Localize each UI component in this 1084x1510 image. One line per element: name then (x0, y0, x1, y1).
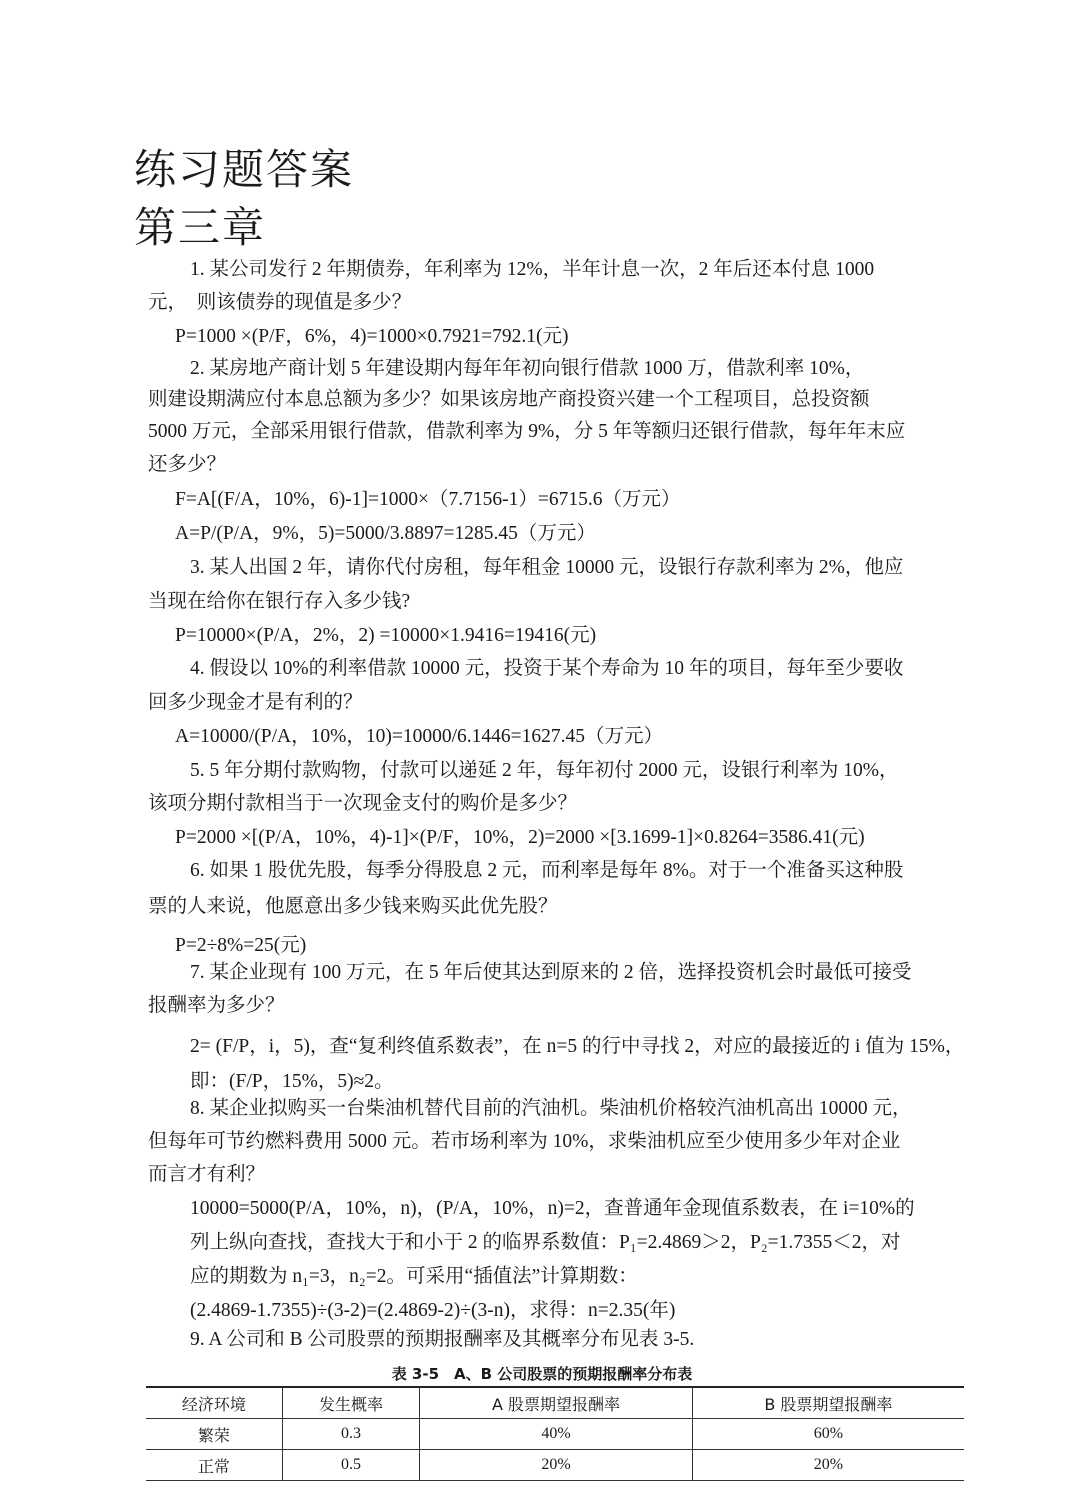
problem-5-answer: P=2000 ×[(P/A，10%，4)-1]×(P/F，10%，2)=2000 ×[3.1699-1]×0.8264=3586.41(元) (175, 827, 865, 848)
cell-a-return: 40% (420, 1419, 693, 1450)
problem-2-answer-2: A=P/(P/A，9%，5)=5000/3.8897=1285.45（万元） (175, 523, 596, 544)
problem-3-answer: P=10000×(P/A，2%，2) =10000×1.9416=19416(元) (175, 625, 597, 646)
table-row (146, 1450, 964, 1481)
probability-table (146, 1386, 964, 1481)
cell-environment: 正常 (197, 1458, 230, 1476)
problem-7-answer-2: 即：(F/P，15%，5)≈2。 (190, 1071, 394, 1092)
problem-1-line-2: 元， 则该债券的现值是多少？ (148, 292, 412, 313)
problem-5-line-2: 该项分期付款相当于一次现金支付的购价是多少？ (148, 793, 578, 814)
problem-6-line-1: 6. 如果 1 股优先股，每季分得股息 2 元，而利率是每年 8%。对于一个准备买这种股 (190, 860, 904, 881)
problem-6-line-2: 票的人来说，他愿意出多少钱来购买此优先股？ (148, 896, 558, 917)
table-header-row (146, 1387, 964, 1419)
problem-1-answer: P=1000 ×(P/F，6%，4)=1000×0.7921=792.1(元) (175, 326, 569, 347)
header-b-expected-return: B 股票期望报酬率 (692, 1387, 964, 1419)
cell-probability: 0.5 (282, 1450, 419, 1481)
header-probability: 发生概率 (282, 1387, 419, 1419)
problem-8-answer-4: (2.4869-1.7355)÷(3-2)=(2.4869-2)÷(3-n)，求得：n=2.35(年) (190, 1300, 676, 1321)
problem-2-line-4: 还多少？ (148, 454, 227, 475)
problem-8-line-1: 8. 某企业拟购买一台柴油机替代目前的汽油机。柴油机价格较汽油机高出 10000 元， (190, 1098, 912, 1119)
cell-probability: 0.3 (282, 1419, 419, 1450)
problem-4-answer: A=10000/(P/A，10%，10)=10000/6.1446=1627.45（万元） (175, 726, 663, 747)
chapter-heading: 第三章 (134, 203, 267, 252)
problem-3-line-1: 3. 某人出国 2 年，请你代付房租，每年租金 10000 元，设银行存款利率为 2%，他应 (190, 557, 904, 578)
problem-8-answer-3: 应的期数为 n₁=3，n₂=2。可采用“插值法”计算期数： (190, 1266, 638, 1287)
problem-8-line-3: 而言才有利？ (148, 1164, 266, 1185)
problem-8-answer-2: 列上纵向查找，查找大于和小于 2 的临界系数值：P₁=2.4869＞2，P₂=1.7355＜2，对 (190, 1232, 901, 1253)
header-a-expected-return: A 股票期望报酬率 (420, 1387, 693, 1419)
problem-4-line-1: 4. 假设以 10%的利率借款 10000 元，投资于某个寿命为 10 年的项目，每年至少要收 (190, 658, 904, 679)
problem-2-line-1: 2. 某房地产商计划 5 年建设期内每年年初向银行借款 1000 万，借款利率 10%， (190, 358, 865, 379)
problem-2-line-3: 5000 万元，全部采用银行借款，借款利率为 9%，分 5 年等额归还银行借款，每年年末应 (148, 421, 906, 442)
cell-b-return: 60% (692, 1419, 964, 1450)
cell-b-return: 20% (692, 1450, 964, 1481)
problem-7-answer-1: 2= (F/P，i，5)，查“复利终值系数表”，在 n=5 的行中寻找 2，对应的最接近的 i 值为 15%， (190, 1036, 965, 1057)
problem-5-line-1: 5. 5 年分期付款购物，付款可以递延 2 年，每年初付 2000 元，设银行利率为 10%， (190, 760, 899, 781)
problem-9-line-1: 9. A 公司和 B 公司股票的预期报酬率及其概率分布见表 3-5. (190, 1329, 695, 1350)
problem-7-line-2: 报酬率为多少？ (148, 995, 285, 1016)
problem-8-line-2: 但每年可节约燃料费用 5000 元。若市场利率为 10%，求柴油机应至少使用多少年对企业 (148, 1131, 901, 1152)
cell-a-return: 20% (420, 1450, 693, 1481)
table-caption: 表 3-5 A、B 公司股票的预期报酬率分布表 (391, 1365, 693, 1383)
problem-2-answer-1: F=A[(F/A，10%，6)-1]=1000×（7.7156-1）=6715.6（万元） (175, 489, 681, 510)
problem-1-line-1: 1. 某公司发行 2 年期债券，年利率为 12%，半年计息一次，2 年后还本付息 1000 (190, 259, 875, 280)
page-title: 练习题答案 (134, 145, 355, 194)
problem-8-answer-1: 10000=5000(P/A，10%，n)，(P/A，10%，n)=2，查普通年金现值系数表，在 i=10%的 (190, 1198, 915, 1219)
header-economic-environment: 经济环境 (181, 1394, 246, 1414)
problem-7-line-1: 7. 某企业现有 100 万元，在 5 年后使其达到原来的 2 倍，选择投资机会时最低可接受 (190, 962, 912, 983)
problem-3-line-2: 当现在给你在银行存入多少钱? (148, 591, 411, 612)
table-row (146, 1419, 964, 1450)
problem-4-line-2: 回多少现金才是有利的？ (148, 692, 363, 713)
problem-2-line-2: 则建设期满应付本息总额为多少？如果该房地产商投资兴建一个工程项目，总投资额 (148, 389, 870, 410)
problem-6-answer: P=2÷8%=25(元) (175, 935, 307, 956)
cell-environment: 繁荣 (197, 1427, 230, 1445)
